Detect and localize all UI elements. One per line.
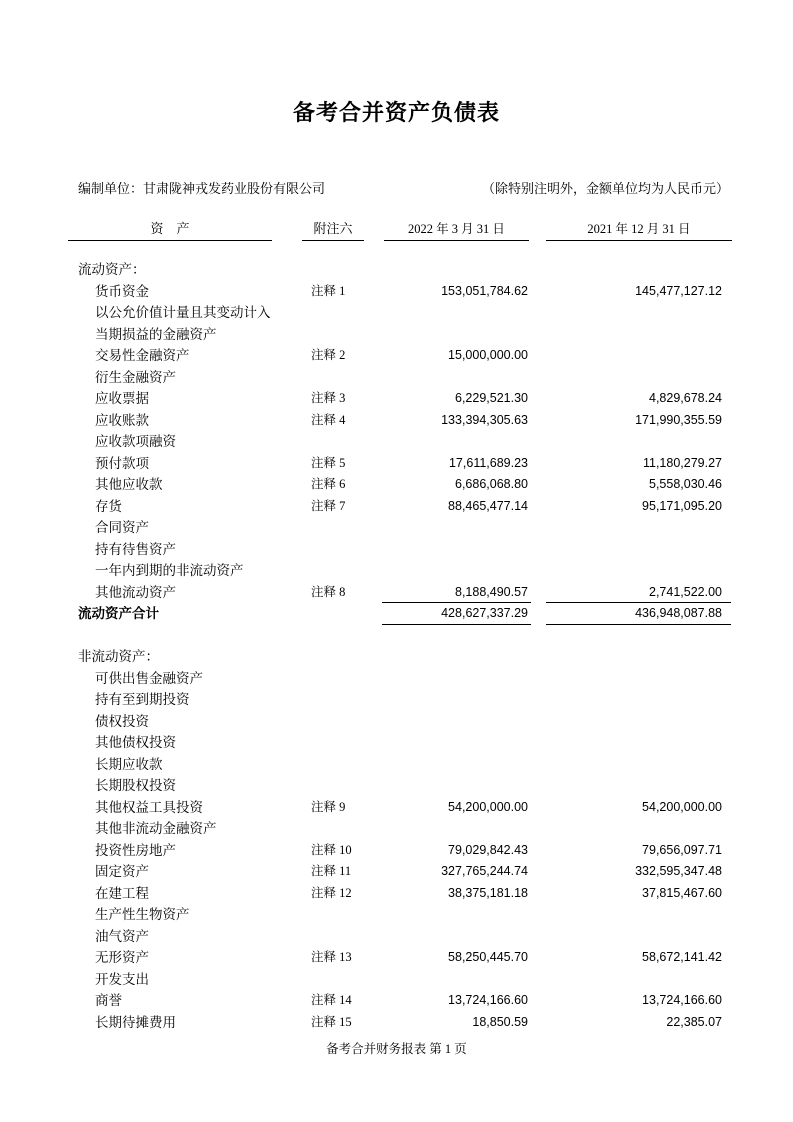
row-value-2022: 18,850.59 [472,1014,528,1029]
row-note-ref: 注释 7 [311,498,346,513]
row-label: 持有至到期投资 [95,692,190,707]
row-note-ref: 注释 14 [311,993,352,1007]
row-value-2021: 4,829,678.24 [649,391,722,405]
table-row [0,302,793,324]
table-row [0,861,793,883]
row-label: 货币资金 [95,283,149,299]
row-label: 流动资产合计 [78,606,159,621]
row-label: 衍生金融资产 [95,369,176,385]
row-note-ref: 注释 6 [311,477,346,491]
row-note-ref: 注释 1 [311,283,346,298]
table-row [0,560,793,582]
row-label: 当期损益的金融资产 [95,326,217,342]
row-label: 流动资产： [78,262,146,277]
row-label: 应收账款 [95,412,149,428]
row-label: 存货 [95,498,122,514]
row-value-2022: 79,029,842.43 [448,842,528,857]
column-header-note: 附注六 [302,219,364,241]
row-label: 合同资产 [95,520,149,535]
row-label: 长期应收款 [95,756,163,772]
row-label: 应收款项融资 [95,434,176,449]
row-value-2022: 8,188,490.57 [455,584,528,599]
row-note-ref: 注释 15 [311,1014,352,1029]
row-note-ref: 注释 10 [311,842,352,857]
row-value-2021: 13,724,166.60 [642,993,722,1007]
row-value-2022: 88,465,477.14 [448,498,528,513]
row-label: 其他非流动金融资产 [95,821,217,836]
table-row [0,969,793,991]
table-row [0,603,793,625]
row-note-ref: 注释 9 [311,799,346,814]
page-title: 备考合并资产负债表 [292,100,500,125]
table-row [0,818,793,840]
row-label: 固定资产 [95,864,149,879]
row-value-2021: 171,990,355.59 [635,412,722,427]
row-label: 在建工程 [95,885,149,901]
table-row [0,367,793,389]
row-value-2021: 145,477,127.12 [635,283,722,298]
table-row [0,517,793,539]
row-note-ref: 注释 12 [311,885,352,900]
row-value-2022: 38,375,181.18 [448,885,528,900]
table-row [0,453,793,475]
row-value-2021: 54,200,000.00 [642,799,722,814]
table-row [0,711,793,733]
table-row [0,431,793,453]
row-value-2021: 58,672,141.42 [642,950,722,964]
table-row [0,345,793,367]
table-row [0,539,793,561]
row-value-2022: 6,229,521.30 [455,391,528,405]
table-row [0,259,793,281]
table-row [0,883,793,905]
row-label: 以公允价值计量且其变动计入 [95,305,271,320]
row-value-2021: 79,656,097.71 [642,842,722,857]
table-row [0,281,793,303]
table-row [0,582,793,604]
row-value-2022: 6,686,068.80 [455,477,528,491]
row-label: 交易性金融资产 [95,348,190,363]
table-row [0,388,793,410]
row-label: 其他债权投资 [95,735,176,750]
row-label: 非流动资产： [78,649,159,664]
row-label: 油气资产 [95,928,149,944]
row-value-2021: 5,558,030.46 [649,477,722,491]
row-value-2021: 436,948,087.88 [635,606,722,620]
prepared-by-label: 编制单位：甘肃陇神戎发药业股份有限公司 [78,181,326,196]
row-label: 其他权益工具投资 [95,799,203,815]
row-value-2022: 17,611,689.23 [448,455,528,470]
row-label: 一年内到期的非流动资产 [95,563,244,578]
row-note-ref: 注释 8 [311,584,346,599]
table-row [0,990,793,1012]
row-value-2021: 37,815,467.60 [642,885,722,900]
row-label: 其他流动资产 [95,584,176,600]
table-row [0,668,793,690]
row-label: 无形资产 [95,950,149,965]
table-row [0,496,793,518]
row-value-2022: 153,051,784.62 [441,283,528,298]
currency-unit-note: （除特别注明外，金额单位均为人民币元） [481,181,729,196]
row-value-2021: 2,741,522.00 [649,584,722,599]
table-row [0,1012,793,1034]
row-label: 长期待摊费用 [95,1014,176,1030]
table-row [0,732,793,754]
row-value-2022: 133,394,305.63 [441,412,528,427]
page-footer: 备考合并财务报表 第 1 页 [326,1042,467,1056]
row-note-ref: 注释 4 [311,412,346,427]
row-label: 债权投资 [95,713,149,729]
row-value-2021: 95,171,095.20 [642,498,722,513]
table-row [0,775,793,797]
table-row [0,797,793,819]
row-value-2022: 428,627,337.29 [441,606,528,620]
row-label: 可供出售金融资产 [95,670,203,686]
row-value-2022: 327,765,244.74 [441,864,528,878]
table-row [0,947,793,969]
row-note-ref: 注释 11 [311,864,352,878]
table-row [0,689,793,711]
row-value-2022: 13,724,166.60 [448,993,528,1007]
column-header-2021-12-31: 2021 年 12 月 31 日 [546,219,732,241]
row-label: 生产性生物资产 [95,907,190,922]
row-label: 其他应收款 [95,477,163,492]
row-note-ref: 注释 3 [311,391,346,405]
row-note-ref: 注释 13 [311,950,352,964]
table-spacer-row [0,625,793,647]
row-value-2022: 54,200,000.00 [448,799,528,814]
row-label: 开发支出 [95,971,149,987]
row-label: 长期股权投资 [95,778,176,793]
column-header-2022-03-31: 2022 年 3 月 31 日 [384,219,529,241]
row-value-2021: 332,595,347.48 [635,864,722,878]
row-value-2022: 15,000,000.00 [448,348,528,362]
table-row [0,646,793,668]
table-row [0,754,793,776]
row-value-2021: 22,385.07 [666,1014,722,1029]
table-row [0,926,793,948]
row-label: 商誉 [95,993,122,1008]
row-note-ref: 注释 5 [311,455,346,470]
table-row [0,410,793,432]
table-row [0,324,793,346]
row-note-ref: 注释 2 [311,348,346,362]
row-value-2022: 58,250,445.70 [448,950,528,964]
table-row [0,904,793,926]
table-row [0,840,793,862]
row-value-2021: 11,180,279.27 [642,455,722,470]
row-label: 投资性房地产 [95,842,176,858]
row-label: 持有待售资产 [95,541,176,557]
row-label: 预付款项 [95,455,149,471]
table-row [0,474,793,496]
column-header-assets: 资 产 [68,219,272,241]
row-label: 应收票据 [95,391,149,406]
table-rows [0,259,793,1033]
